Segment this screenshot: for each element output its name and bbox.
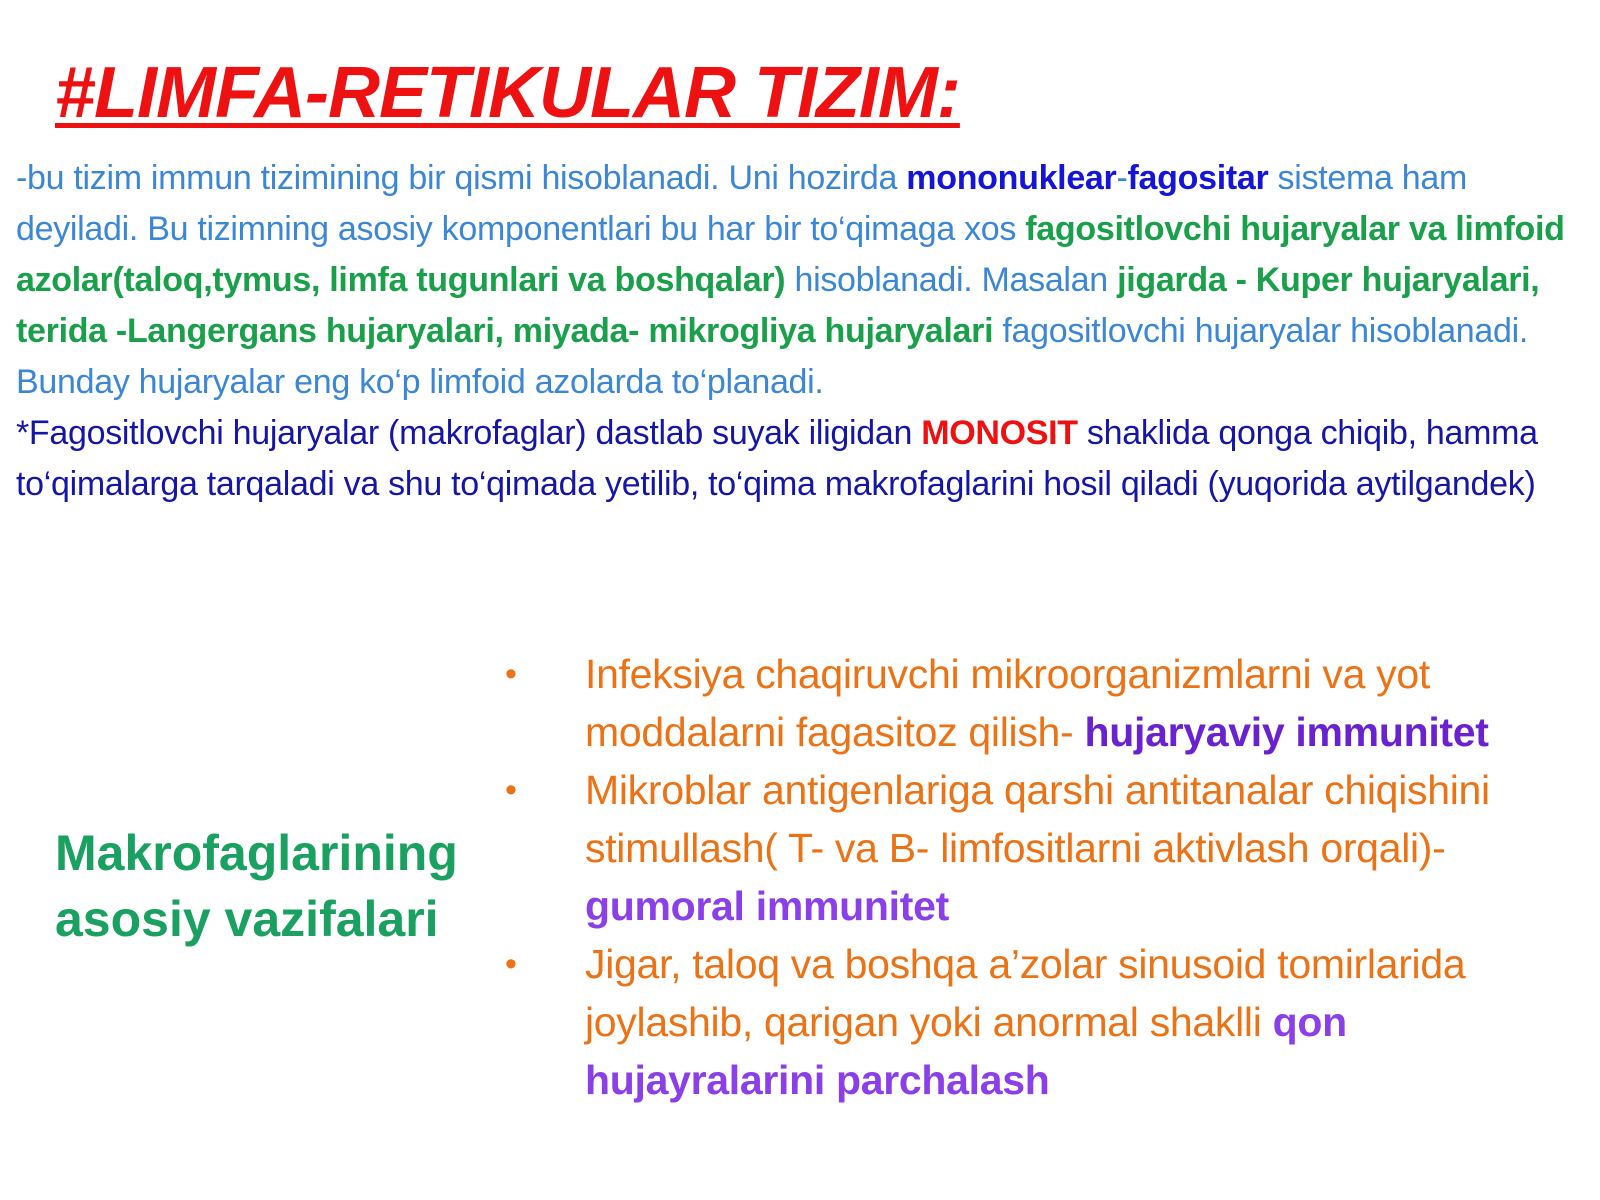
list-item [505, 761, 1565, 935]
monocyte-text-1: *Fagositlovchi hujaryalar (makrofaglar) dastlab suyak iligidan [16, 414, 922, 452]
term-components: fagositlovchi hujaryalar va limfoid azolar(taloq,tymus, limfa tugunlari va boshqalar) [16, 210, 1565, 299]
intro-dash: - [1116, 159, 1128, 197]
term-fagositar: fagositar [1127, 159, 1269, 197]
slide-title: #LIMFA-RETIKULAR TIZIM: [55, 53, 960, 133]
bullet-icon: • [505, 655, 517, 693]
bullet-text: Jigar, taloq va boshqa a’zolar sinusoid tomirlarida joylashib, qarigan yoki anormal shaklli [585, 941, 1466, 1045]
term-monosit: MONOSIT [921, 414, 1078, 452]
bullet-text: Infeksiya chaqiruvchi mikroorganizmlarni va yot moddalarni fagasitoz qilish- [585, 651, 1430, 755]
bullet-highlight: qon hujayralarini parchalash [585, 999, 1347, 1103]
intro-text-4: fagositlovchi hujaryalar hisoblanadi. Bunday hujaryalar eng ko‘p limfoid azolarda to‘planadi. [16, 312, 1529, 401]
bullet-icon: • [505, 945, 517, 983]
intro-text-3: hisoblanadi. Masalan [785, 261, 1118, 299]
bullet-highlight: hujaryaviy immunitet [1084, 709, 1489, 755]
intro-paragraph [16, 153, 1576, 510]
functions-heading: Makrofaglarining asosiy vazifalari [55, 825, 458, 947]
list-item [505, 645, 1565, 761]
bullet-highlight: gumoral immunitet [585, 883, 949, 929]
bullet-icon: • [505, 771, 517, 809]
monocyte-text-2: shaklida qonga chiqib, hamma to‘qimalarga tarqaladi va shu to‘qimada yetilib, to‘qima makrofaglarini hosil qiladi (yuqorida aytilgandek) [16, 414, 1538, 503]
intro-text-1: -bu tizim immun tizimining bir qismi hisoblanadi. Uni hozirda [16, 159, 907, 197]
bullet-text: Mikroblar antigenlariga qarshi antitanalar chiqishini stimullash( T- va B- limfositlarni aktivlash orqali)- [585, 767, 1490, 871]
functions-list [505, 645, 1565, 1109]
term-mononuklear: mononuklear [906, 159, 1117, 197]
list-item [505, 935, 1565, 1109]
intro-text-2: sistema ham deyiladi. Bu tizimning asosiy komponentlari bu har bir to‘qimaga xos [16, 159, 1467, 248]
term-examples: jigarda - Kuper hujaryalari, terida -Langergans hujaryalari, miyada- mikrogliya hujaryalari [16, 261, 1540, 350]
